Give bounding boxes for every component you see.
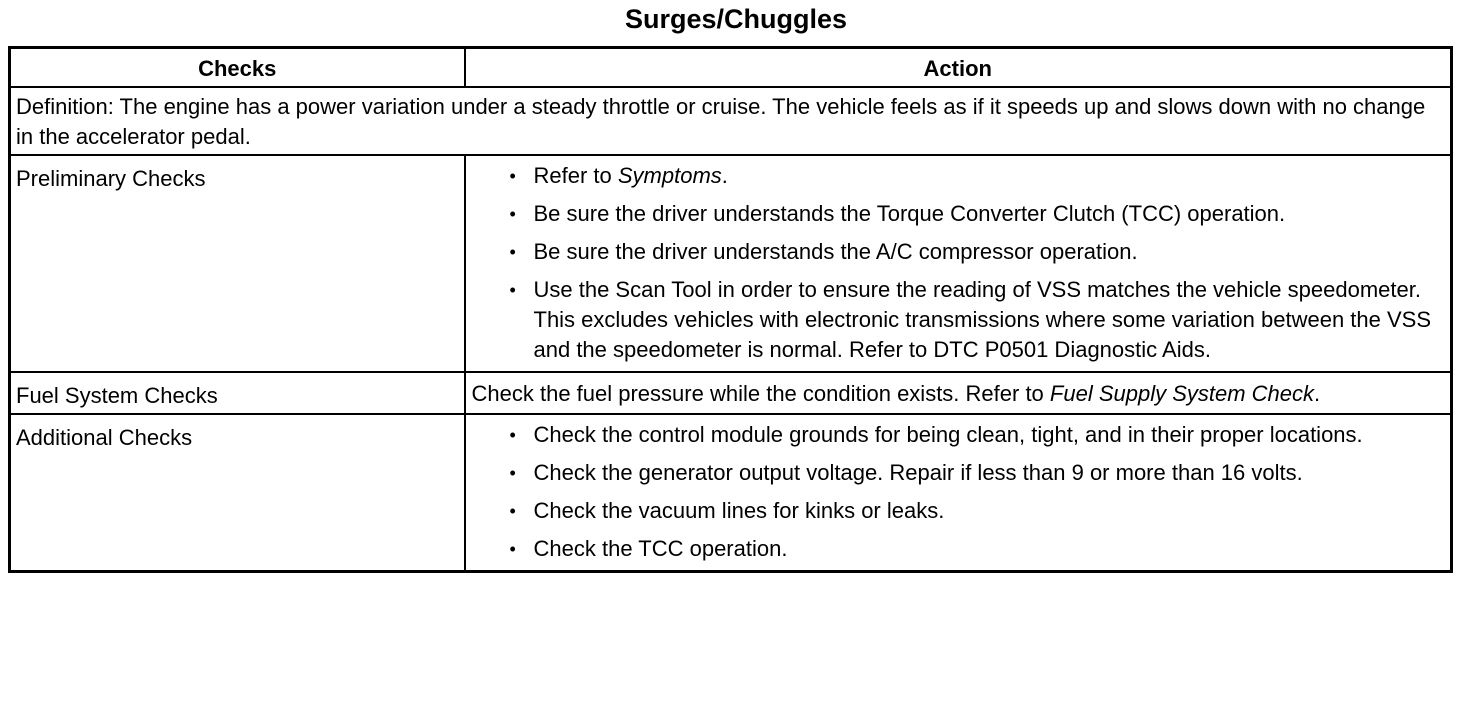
table-row-fuel-system xyxy=(10,372,1452,414)
action-list xyxy=(474,161,1445,365)
action-cell xyxy=(465,155,1452,372)
check-label: Additional Checks xyxy=(10,414,465,572)
list-item: • Be sure the driver understands the A/C compressor operation. xyxy=(534,237,1445,267)
list-item: • Check the TCC operation. xyxy=(534,534,1445,564)
action-cell: Check the fuel pressure while the condition exists. Refer to Fuel Supply System Check. xyxy=(465,372,1452,414)
list-item: • Check the vacuum lines for kinks or leaks. xyxy=(534,496,1445,526)
header-row xyxy=(10,48,1452,88)
check-label: Fuel System Checks xyxy=(10,372,465,414)
definition-row xyxy=(10,87,1452,155)
column-header-action: Action xyxy=(465,48,1452,88)
definition-text: Definition: The engine has a power variation under a steady throttle or cruise. The vehicle feels as if it speeds up and slows down with no change in the accelerator pedal. xyxy=(10,87,1452,155)
fuel-supply-reference: Fuel Supply System Check xyxy=(1049,381,1315,406)
action-cell xyxy=(465,414,1452,572)
check-label: Preliminary Checks xyxy=(10,155,465,372)
list-item: • Be sure the driver understands the Torque Converter Clutch (TCC) operation. xyxy=(534,199,1445,229)
column-header-checks: Checks xyxy=(10,48,465,88)
table-row-preliminary xyxy=(10,155,1452,372)
list-item: • Check the generator output voltage. Repair if less than 9 or more than 16 volts. xyxy=(534,458,1445,488)
list-item: • Use the Scan Tool in order to ensure the reading of VSS matches the vehicle speedometer. This excludes vehicles with electronic transmissions where some variation between the VSS and the speedometer is normal. Refer to DTC P0501 Diagnostic Aids. xyxy=(534,275,1445,365)
list-item: • Refer to Symptoms. xyxy=(534,161,1445,191)
page-title: Surges/Chuggles xyxy=(624,4,848,34)
symptoms-reference: Symptoms xyxy=(617,163,722,188)
table-row-additional xyxy=(10,414,1452,572)
surges-chuggles-table xyxy=(8,46,1453,573)
action-list xyxy=(474,420,1445,564)
list-item: • Check the control module grounds for being clean, tight, and in their proper locations. xyxy=(534,420,1445,450)
